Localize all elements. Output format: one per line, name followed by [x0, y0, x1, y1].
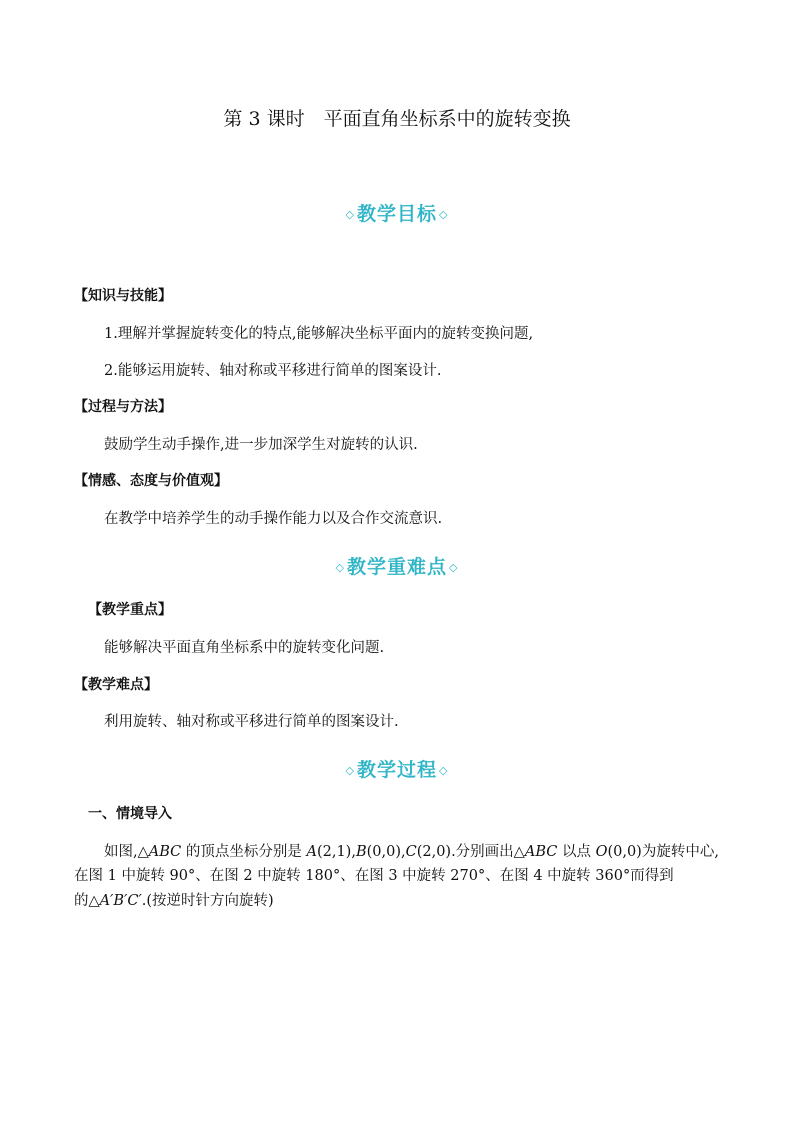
- difficulty-text: 利用旋转、轴对称或平移进行简单的图案设计.: [104, 714, 399, 730]
- diamond-icon: ◇: [449, 561, 459, 574]
- diamond-icon: ◇: [439, 208, 449, 221]
- section-heading-text: 教学目标: [356, 203, 437, 225]
- focus-text: 能够解决平面直角坐标系中的旋转变化问题.: [104, 640, 385, 656]
- process-method-text: 鼓励学生动手操作,进一步加深学生对旋转的认识.: [104, 437, 418, 453]
- emotion-label: 【情感、态度与价值观】: [74, 473, 228, 489]
- section-heading-keypoints: [0, 552, 794, 579]
- knowledge-item-2: 2.能够运用旋转、轴对称或平移进行简单的图案设计.: [104, 363, 442, 379]
- knowledge-label: 【知识与技能】: [74, 288, 172, 304]
- process-method-label: 【过程与方法】: [74, 399, 172, 415]
- difficulty-label: 【教学难点】: [74, 677, 158, 693]
- diamond-icon: ◇: [335, 561, 345, 574]
- diamond-icon: ◇: [345, 764, 355, 777]
- section-heading-objectives: [0, 199, 794, 226]
- emotion-text: 在教学中培养学生的动手操作能力以及合作交流意识.: [104, 511, 443, 527]
- intro-line-1: 如图,△ABC 的顶点坐标分别是 A(2,1),B(0,0),C(2,0).分别画出△ABC 以点 O(0,0)为旋转中心,: [104, 844, 719, 860]
- diamond-icon: ◇: [345, 208, 355, 221]
- diamond-icon: ◇: [439, 764, 449, 777]
- section-heading-text: 教学过程: [356, 759, 437, 781]
- section-heading-process: [0, 755, 794, 782]
- step-1-heading: 一、情境导入: [88, 806, 172, 822]
- focus-label: 【教学重点】: [88, 602, 172, 618]
- section-heading-text: 教学重难点: [346, 556, 447, 578]
- knowledge-item-1: 1.理解并掌握旋转变化的特点,能够解决坐标平面内的旋转变换问题,: [104, 326, 534, 342]
- page-title: 第 3 课时 平面直角坐标系中的旋转变换: [223, 108, 571, 130]
- intro-line-2: 在图 1 中旋转 90°、在图 2 中旋转 180°、在图 3 中旋转 270°、在图 4 中旋转 360°而得到: [74, 868, 674, 884]
- intro-line-3: 的△A′B′C′.(按逆时针方向旋转): [74, 893, 274, 909]
